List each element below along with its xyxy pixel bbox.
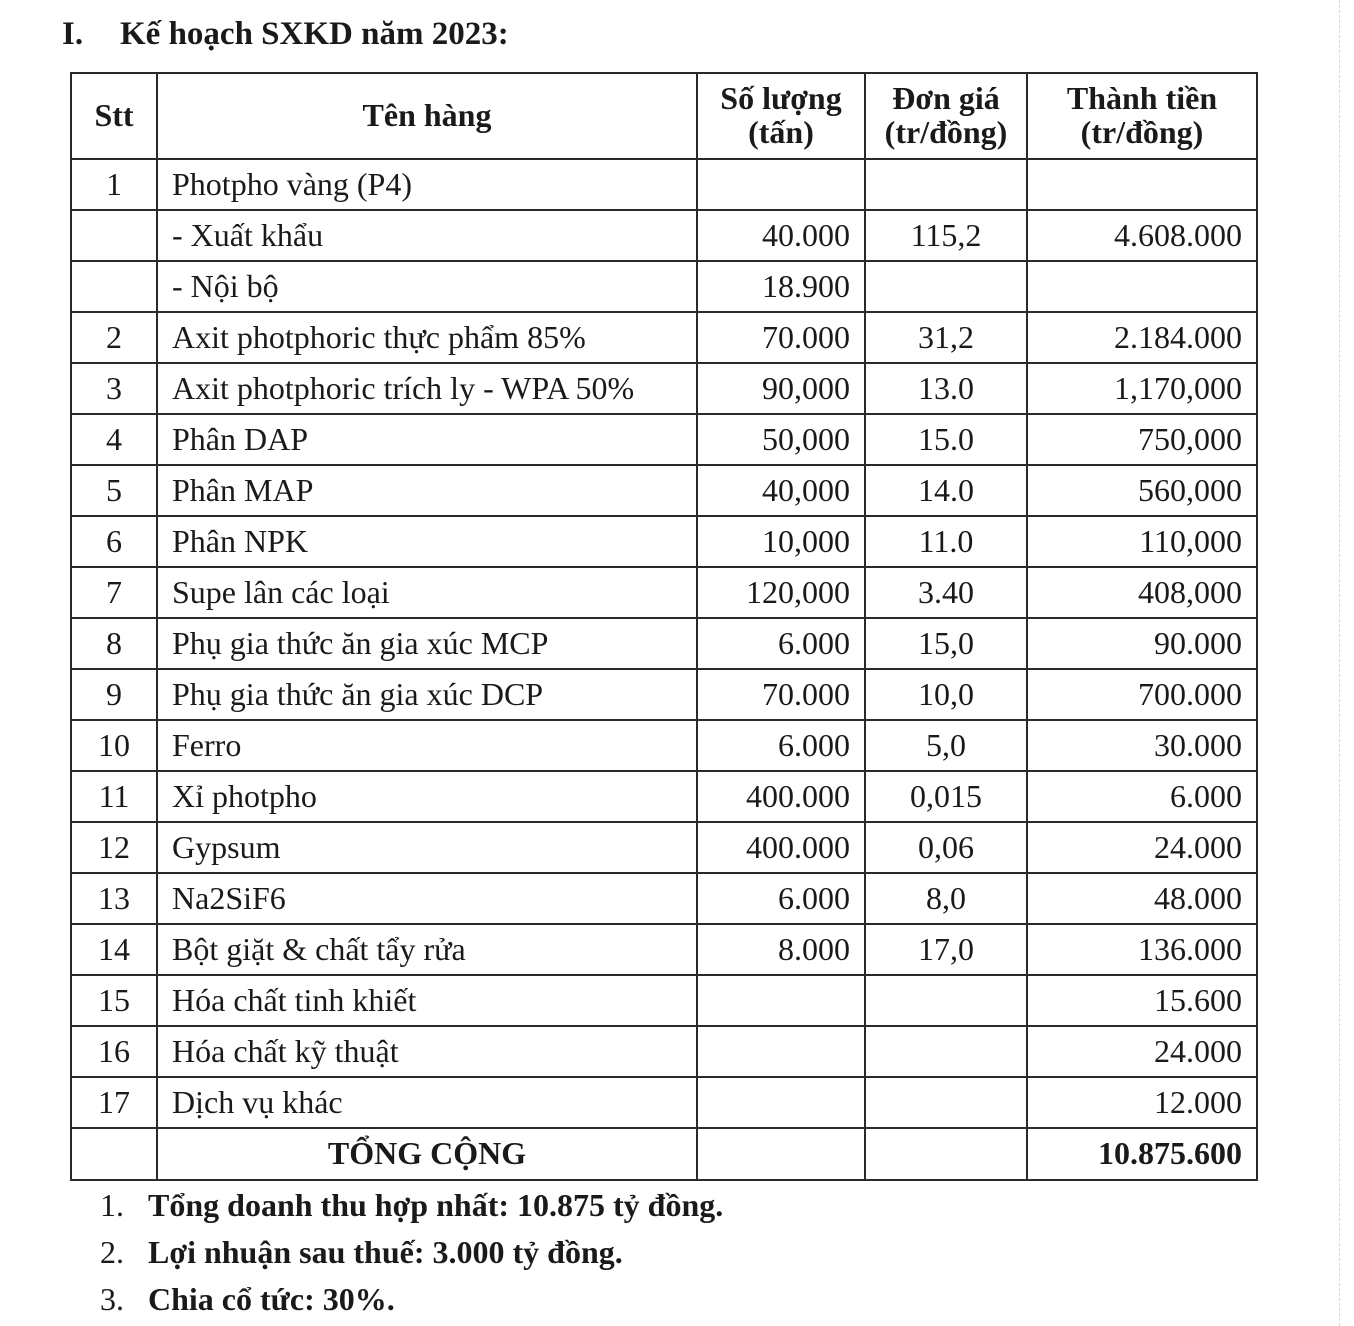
row-stt: 4 — [71, 414, 157, 465]
row-stt: 10 — [71, 720, 157, 771]
table-row — [71, 975, 1257, 1026]
row-name: Phụ gia thức ăn gia xúc DCP — [157, 669, 697, 720]
table-row — [71, 873, 1257, 924]
row-name: Supe lân các loại — [157, 567, 697, 618]
row-amount — [1027, 159, 1257, 210]
header-amount-line1: Thành tiền — [1066, 80, 1218, 117]
header-quantity-line1: Số lượng — [720, 80, 842, 117]
total-amount: 10.875.600 — [1027, 1128, 1257, 1180]
row-name: Xỉ photpho — [157, 771, 697, 822]
row-name: Axit photphoric thực phẩm 85% — [157, 312, 697, 363]
table-row — [71, 1077, 1257, 1128]
row-name: Phụ gia thức ăn gia xúc MCP — [157, 618, 697, 669]
row-price: 3.40 — [865, 567, 1027, 618]
total-row — [71, 1128, 1257, 1180]
row-amount: 700.000 — [1027, 669, 1257, 720]
table-row — [71, 159, 1257, 210]
row-price: 13.0 — [865, 363, 1027, 414]
row-amount: 30.000 — [1027, 720, 1257, 771]
row-quantity: 400.000 — [697, 822, 865, 873]
business-plan-table — [70, 72, 1258, 1181]
row-quantity: 40.000 — [697, 210, 865, 261]
row-amount: 110,000 — [1027, 516, 1257, 567]
table-row — [71, 1026, 1257, 1077]
table-row — [71, 516, 1257, 567]
header-price-line2: (tr/đồng) — [884, 114, 1008, 150]
row-price — [865, 159, 1027, 210]
row-stt: 16 — [71, 1026, 157, 1077]
header-quantity-line2: (tấn) — [748, 114, 814, 150]
row-quantity: 50,000 — [697, 414, 865, 465]
table-row — [71, 771, 1257, 822]
total-quantity-cell — [697, 1128, 865, 1180]
table-row — [71, 414, 1257, 465]
row-amount: 408,000 — [1027, 567, 1257, 618]
row-quantity: 400.000 — [697, 771, 865, 822]
row-stt: 5 — [71, 465, 157, 516]
section-heading — [62, 16, 509, 53]
row-quantity: 70.000 — [697, 669, 865, 720]
row-stt: 12 — [71, 822, 157, 873]
target-number: 2. — [100, 1234, 124, 1270]
row-amount: 6.000 — [1027, 771, 1257, 822]
row-quantity — [697, 1077, 865, 1128]
row-amount: 90.000 — [1027, 618, 1257, 669]
row-quantity: 90,000 — [697, 363, 865, 414]
row-amount: 24.000 — [1027, 822, 1257, 873]
row-stt: 3 — [71, 363, 157, 414]
row-name: Dịch vụ khác — [157, 1077, 697, 1128]
header-row — [71, 73, 1257, 159]
row-amount: 12.000 — [1027, 1077, 1257, 1128]
row-amount: 48.000 — [1027, 873, 1257, 924]
table-row — [71, 210, 1257, 261]
row-price — [865, 261, 1027, 312]
row-name: Hóa chất tinh khiết — [157, 975, 697, 1026]
target-list — [100, 1182, 723, 1323]
row-price — [865, 1026, 1027, 1077]
row-name: Gypsum — [157, 822, 697, 873]
row-name: Hóa chất kỹ thuật — [157, 1026, 697, 1077]
target-text: Lợi nhuận sau thuế: 3.000 tỷ đồng. — [148, 1234, 623, 1270]
row-price: 0,06 — [865, 822, 1027, 873]
table-header — [71, 73, 1257, 159]
row-price — [865, 1077, 1027, 1128]
total-price-cell — [865, 1128, 1027, 1180]
row-quantity — [697, 159, 865, 210]
target-text: Chia cổ tức: 30%. — [148, 1281, 395, 1317]
row-amount: 15.600 — [1027, 975, 1257, 1026]
header-stt: Stt — [71, 73, 157, 159]
table-row — [71, 567, 1257, 618]
row-stt: 13 — [71, 873, 157, 924]
row-stt: 15 — [71, 975, 157, 1026]
row-name: Phân MAP — [157, 465, 697, 516]
row-stt: 11 — [71, 771, 157, 822]
header-price — [865, 73, 1027, 159]
row-price: 10,0 — [865, 669, 1027, 720]
row-quantity: 40,000 — [697, 465, 865, 516]
row-name: - Xuất khẩu — [157, 210, 697, 261]
target-item — [100, 1229, 723, 1276]
row-quantity: 120,000 — [697, 567, 865, 618]
row-name: Ferro — [157, 720, 697, 771]
row-stt: 7 — [71, 567, 157, 618]
row-quantity: 6.000 — [697, 873, 865, 924]
row-amount: 1,170,000 — [1027, 363, 1257, 414]
row-price: 15.0 — [865, 414, 1027, 465]
row-quantity: 70.000 — [697, 312, 865, 363]
row-price: 8,0 — [865, 873, 1027, 924]
row-amount: 136.000 — [1027, 924, 1257, 975]
scan-edge-marks — [1339, 0, 1354, 1326]
table-row — [71, 618, 1257, 669]
row-amount: 2.184.000 — [1027, 312, 1257, 363]
row-stt: 17 — [71, 1077, 157, 1128]
row-quantity — [697, 1026, 865, 1077]
table-row — [71, 669, 1257, 720]
table-row — [71, 720, 1257, 771]
total-label: TỔNG CỘNG — [157, 1128, 697, 1180]
target-text: Tổng doanh thu hợp nhất: 10.875 tỷ đồng. — [148, 1187, 724, 1223]
row-stt: 14 — [71, 924, 157, 975]
row-quantity: 8.000 — [697, 924, 865, 975]
row-name: Bột giặt & chất tẩy rửa — [157, 924, 697, 975]
section-number: I. — [62, 16, 84, 52]
row-name: - Nội bộ — [157, 261, 697, 312]
row-name: Phân DAP — [157, 414, 697, 465]
row-price: 15,0 — [865, 618, 1027, 669]
target-number: 3. — [100, 1281, 124, 1317]
row-price: 5,0 — [865, 720, 1027, 771]
table-row — [71, 363, 1257, 414]
row-name: Photpho vàng (P4) — [157, 159, 697, 210]
row-quantity: 6.000 — [697, 720, 865, 771]
table-row — [71, 465, 1257, 516]
row-stt — [71, 261, 157, 312]
row-price: 31,2 — [865, 312, 1027, 363]
table-row — [71, 924, 1257, 975]
row-amount: 4.608.000 — [1027, 210, 1257, 261]
row-price: 17,0 — [865, 924, 1027, 975]
table-body — [71, 159, 1257, 1180]
row-price: 11.0 — [865, 516, 1027, 567]
row-stt: 8 — [71, 618, 157, 669]
row-amount: 560,000 — [1027, 465, 1257, 516]
total-stt-cell — [71, 1128, 157, 1180]
table-row — [71, 312, 1257, 363]
header-quantity — [697, 73, 865, 159]
row-stt: 9 — [71, 669, 157, 720]
header-amount-line2: (tr/đồng) — [1080, 114, 1204, 150]
row-price: 0,015 — [865, 771, 1027, 822]
row-quantity: 6.000 — [697, 618, 865, 669]
row-price — [865, 975, 1027, 1026]
section-title: Kế hoạch SXKD năm 2023: — [120, 16, 509, 52]
row-quantity: 10,000 — [697, 516, 865, 567]
row-amount: 750,000 — [1027, 414, 1257, 465]
row-stt: 1 — [71, 159, 157, 210]
table-row — [71, 822, 1257, 873]
row-quantity: 18.900 — [697, 261, 865, 312]
header-price-line1: Đơn giá — [892, 80, 1000, 117]
row-name: Phân NPK — [157, 516, 697, 567]
table-row — [71, 261, 1257, 312]
row-stt — [71, 210, 157, 261]
header-amount — [1027, 73, 1257, 159]
target-item — [100, 1182, 723, 1229]
row-name: Na2SiF6 — [157, 873, 697, 924]
row-stt: 6 — [71, 516, 157, 567]
row-price: 14.0 — [865, 465, 1027, 516]
row-amount — [1027, 261, 1257, 312]
target-number: 1. — [100, 1187, 124, 1223]
row-price: 115,2 — [865, 210, 1027, 261]
row-quantity — [697, 975, 865, 1026]
header-name: Tên hàng — [157, 73, 697, 159]
row-amount: 24.000 — [1027, 1026, 1257, 1077]
row-name: Axit photphoric trích ly - WPA 50% — [157, 363, 697, 414]
row-stt: 2 — [71, 312, 157, 363]
target-item — [100, 1276, 723, 1323]
